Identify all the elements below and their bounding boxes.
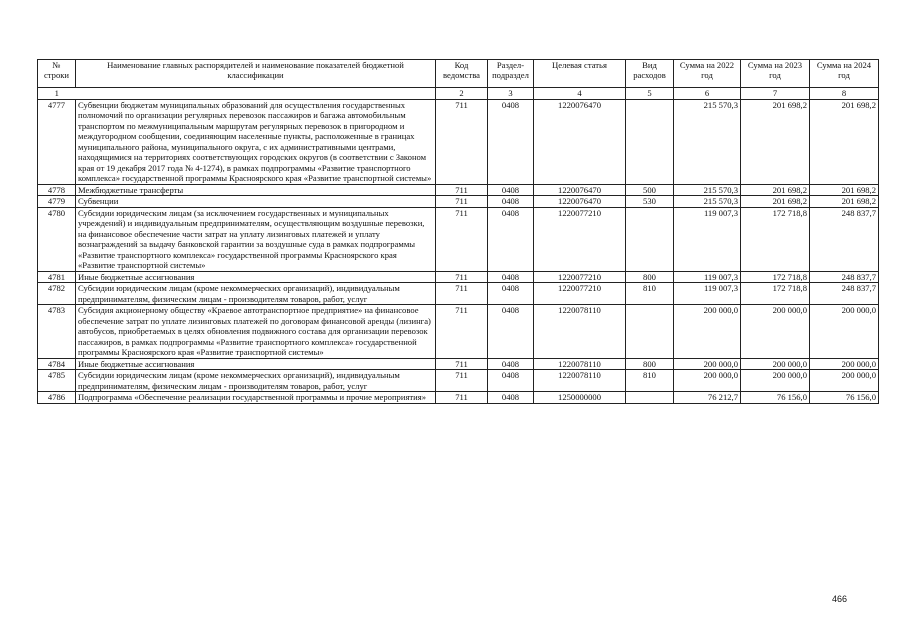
row-name: Субвенции бюджетам муниципальных образований для осуществления государственных полномочий по организации регулярных перевозок пассажиров и багажа автомобильным транспортом по межмуниципальным маршрутам регулярных перевозок в пригородном и междугородном сообщении, соединяющим населенные пункты, расположенные в границах муниципального района, муниципального округа, с их административными центрами, находящимися на территориях соответствующих городских округов (в соответствии с Законом края от 19 декабря 2017 года № 4-1274), в рамках подпрограммы «Развитие транспортного комплекса» государственной программы Красноярского края «Развитие транспортной системы» <box>76 100 436 185</box>
row-number: 4777 <box>38 100 76 185</box>
row-target-article: 1250000000 <box>534 392 626 403</box>
row-sum-2022: 215 570,3 <box>674 184 741 195</box>
row-sum-2022: 200 000,0 <box>674 370 741 392</box>
row-sum-2022: 200 000,0 <box>674 358 741 369</box>
row-sum-2024: 201 698,2 <box>810 184 879 195</box>
row-expense-type: 530 <box>626 196 674 207</box>
row-sum-2024: 200 000,0 <box>810 358 879 369</box>
row-sum-2023: 172 718,8 <box>741 271 810 282</box>
colnum-7: 7 <box>741 88 810 100</box>
row-sum-2024: 201 698,2 <box>810 196 879 207</box>
row-sum-2022: 200 000,0 <box>674 305 741 358</box>
row-target-article: 1220077210 <box>534 283 626 305</box>
row-sum-2024: 248 837,7 <box>810 207 879 271</box>
row-number: 4782 <box>38 283 76 305</box>
header-section: Раздел-подраздел <box>488 60 534 88</box>
row-expense-type: 810 <box>626 283 674 305</box>
colnum-6: 6 <box>674 88 741 100</box>
table-row <box>38 283 879 305</box>
row-expense-type: 810 <box>626 370 674 392</box>
row-target-article: 1220077210 <box>534 271 626 282</box>
budget-table <box>37 59 879 404</box>
row-target-article: 1220077210 <box>534 207 626 271</box>
row-sum-2023: 172 718,8 <box>741 207 810 271</box>
row-expense-type: 800 <box>626 271 674 282</box>
row-dept-code: 711 <box>436 370 488 392</box>
row-sum-2023: 201 698,2 <box>741 100 810 185</box>
row-expense-type <box>626 305 674 358</box>
row-sum-2023: 201 698,2 <box>741 196 810 207</box>
table-row <box>38 370 879 392</box>
colnum-3: 3 <box>488 88 534 100</box>
row-name: Субсидии юридическим лицам (кроме некоммерческих организаций), индивидуальным предпринимателям, физическим лицам - производителям товаров, работ, услуг <box>76 283 436 305</box>
table-row <box>38 100 879 185</box>
header-name: Наименование главных распорядителей и наименование показателей бюджетной классификации <box>76 60 436 88</box>
row-number: 4784 <box>38 358 76 369</box>
row-name: Субсидия акционерному обществу «Краевое автотранспортное предприятие» на финансовое обеспечение затрат по уплате лизинговых платежей по договорам финансовой аренды (лизинга) автобусов, приобретаемых в целях обновления подвижного состава для организации перевозок пассажиров, в рамках подпрограммы «Развитие транспортного комплекса» государственной программы Красноярского края «Развитие транспортной системы» <box>76 305 436 358</box>
row-dept-code: 711 <box>436 100 488 185</box>
row-target-article: 1220076470 <box>534 184 626 195</box>
row-number: 4780 <box>38 207 76 271</box>
row-name: Субсидии юридическим лицам (за исключением государственных и муниципальных учреждений) и индивидуальным предпринимателям, осуществляющим воздушные перевозки, на финансовое обеспечение части затрат на уплату лизинговых платежей и уплату вознаграждений за выдачу банковской гарантии за воздушные суда в рамках подпрограммы «Развитие транспортного комплекса» государственной программы Красноярского края «Развитие транспортной системы» <box>76 207 436 271</box>
table-row <box>38 271 879 282</box>
row-dept-code: 711 <box>436 305 488 358</box>
row-number: 4786 <box>38 392 76 403</box>
row-sum-2022: 119 007,3 <box>674 283 741 305</box>
colnum-1: 1 <box>38 88 76 100</box>
table-row <box>38 392 879 403</box>
row-dept-code: 711 <box>436 271 488 282</box>
row-sum-2023: 76 156,0 <box>741 392 810 403</box>
row-number: 4783 <box>38 305 76 358</box>
row-sum-2023: 200 000,0 <box>741 358 810 369</box>
row-target-article: 1220076470 <box>534 100 626 185</box>
table-row <box>38 358 879 369</box>
row-number: 4781 <box>38 271 76 282</box>
header-target: Целевая статья <box>534 60 626 88</box>
colnum-8: 8 <box>810 88 879 100</box>
colnum-2: 2 <box>436 88 488 100</box>
row-expense-type <box>626 207 674 271</box>
row-sum-2024: 200 000,0 <box>810 305 879 358</box>
row-sum-2024: 76 156,0 <box>810 392 879 403</box>
header-y2024: Сумма на 2024 год <box>810 60 879 88</box>
colnum-4: 4 <box>534 88 626 100</box>
row-section: 0408 <box>488 283 534 305</box>
row-section: 0408 <box>488 207 534 271</box>
row-expense-type <box>626 100 674 185</box>
row-sum-2022: 215 570,3 <box>674 196 741 207</box>
table-row <box>38 184 879 195</box>
row-sum-2022: 119 007,3 <box>674 271 741 282</box>
row-dept-code: 711 <box>436 283 488 305</box>
row-name: Субвенции <box>76 196 436 207</box>
row-section: 0408 <box>488 358 534 369</box>
row-sum-2023: 172 718,8 <box>741 283 810 305</box>
row-name: Субсидии юридическим лицам (кроме некоммерческих организаций), индивидуальным предпринимателям, физическим лицам - производителям товаров, работ, услуг <box>76 370 436 392</box>
row-sum-2022: 76 212,7 <box>674 392 741 403</box>
header-y2022: Сумма на 2022 год <box>674 60 741 88</box>
row-section: 0408 <box>488 370 534 392</box>
column-number-row <box>38 88 879 100</box>
header-row <box>38 60 879 88</box>
row-sum-2023: 200 000,0 <box>741 305 810 358</box>
table-row <box>38 196 879 207</box>
row-name: Межбюджетные трансферты <box>76 184 436 195</box>
row-name: Подпрограмма «Обеспечение реализации государственной программы и прочие мероприятия» <box>76 392 436 403</box>
row-number: 4785 <box>38 370 76 392</box>
row-expense-type: 800 <box>626 358 674 369</box>
row-section: 0408 <box>488 196 534 207</box>
table-row <box>38 207 879 271</box>
row-number: 4778 <box>38 184 76 195</box>
row-sum-2024: 248 837,7 <box>810 283 879 305</box>
row-section: 0408 <box>488 184 534 195</box>
page-number: 466 <box>832 594 848 604</box>
header-num: № строки <box>38 60 76 88</box>
row-number: 4779 <box>38 196 76 207</box>
row-sum-2022: 119 007,3 <box>674 207 741 271</box>
row-sum-2024: 248 837,7 <box>810 271 879 282</box>
row-sum-2022: 215 570,3 <box>674 100 741 185</box>
row-section: 0408 <box>488 100 534 185</box>
header-type: Вид расходов <box>626 60 674 88</box>
row-dept-code: 711 <box>436 207 488 271</box>
row-sum-2023: 201 698,2 <box>741 184 810 195</box>
colnum-1-span <box>76 88 436 100</box>
row-target-article: 1220078110 <box>534 305 626 358</box>
table-row <box>38 305 879 358</box>
row-name: Иные бюджетные ассигнования <box>76 271 436 282</box>
row-dept-code: 711 <box>436 358 488 369</box>
row-dept-code: 711 <box>436 392 488 403</box>
header-dept: Код ведомства <box>436 60 488 88</box>
row-sum-2023: 200 000,0 <box>741 370 810 392</box>
row-target-article: 1220076470 <box>534 196 626 207</box>
row-dept-code: 711 <box>436 196 488 207</box>
row-section: 0408 <box>488 392 534 403</box>
row-expense-type: 500 <box>626 184 674 195</box>
row-sum-2024: 201 698,2 <box>810 100 879 185</box>
row-expense-type <box>626 392 674 403</box>
row-sum-2024: 200 000,0 <box>810 370 879 392</box>
row-section: 0408 <box>488 271 534 282</box>
header-y2023: Сумма на 2023 год <box>741 60 810 88</box>
row-name: Иные бюджетные ассигнования <box>76 358 436 369</box>
row-dept-code: 711 <box>436 184 488 195</box>
row-section: 0408 <box>488 305 534 358</box>
row-target-article: 1220078110 <box>534 358 626 369</box>
colnum-5: 5 <box>626 88 674 100</box>
row-target-article: 1220078110 <box>534 370 626 392</box>
